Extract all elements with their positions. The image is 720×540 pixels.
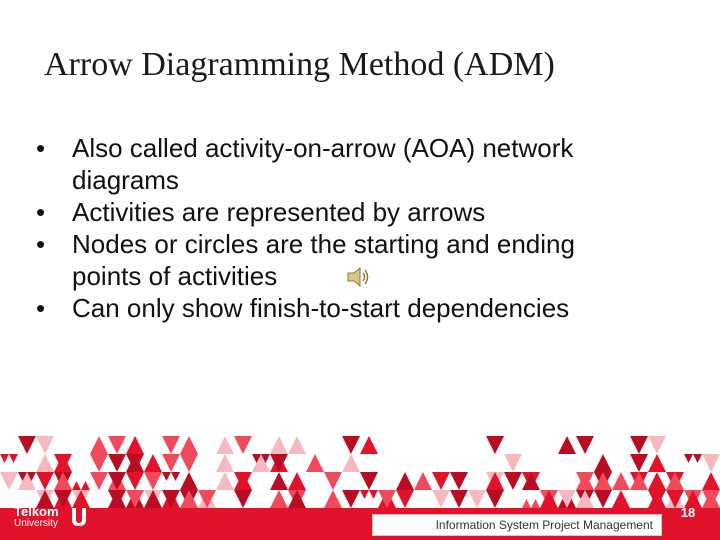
bullet-text: Also called activity-on-arrow (AOA) network diagrams xyxy=(72,133,574,195)
bullet-item xyxy=(36,292,636,324)
speaker-icon[interactable] xyxy=(346,266,370,288)
logo-mark-icon xyxy=(70,506,88,528)
bullet-marker: • xyxy=(36,197,46,227)
page-number: 18 xyxy=(680,505,696,520)
footer-course-title: Information System Project Management xyxy=(372,514,662,536)
bullet-item xyxy=(36,132,636,196)
telkom-university-logo xyxy=(10,500,92,534)
slide-title: Arrow Diagramming Method (ADM) xyxy=(44,46,555,83)
bullet-text: Activities are represented by arrows xyxy=(72,197,486,227)
logo-text-line1: Telkom xyxy=(14,504,59,519)
bullet-text: Can only show finish-to-start dependencies xyxy=(72,293,570,323)
bullet-list xyxy=(36,132,636,324)
logo-text-line2: University xyxy=(14,518,58,529)
bullet-item xyxy=(36,196,636,228)
bullet-marker: • xyxy=(36,229,46,259)
bullet-marker: • xyxy=(36,133,46,163)
bullet-item xyxy=(36,228,636,292)
bullet-marker: • xyxy=(36,293,46,323)
bullet-text: Nodes or circles are the starting and ending points of activities xyxy=(72,229,575,291)
